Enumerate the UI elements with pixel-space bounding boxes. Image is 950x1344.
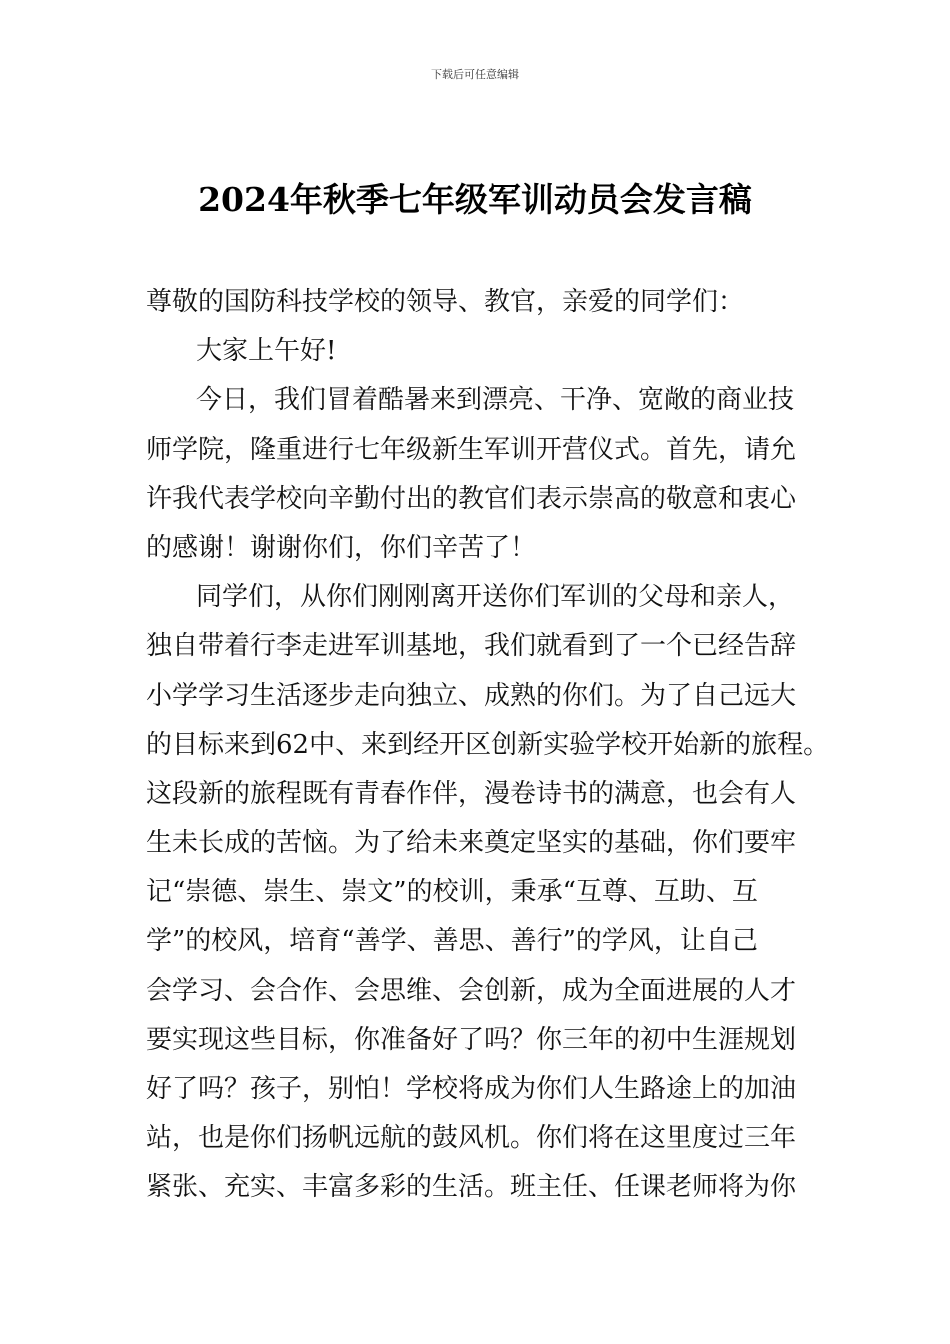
body-line: 的感谢！谢谢你们，你们辛苦了！	[146, 532, 537, 563]
page-header-note: 下载后可任意编辑	[431, 68, 519, 81]
body-line: 学”的校风，培育“善学、善思、善行”的学风，让自己	[146, 926, 758, 957]
body-line: 生未长成的苦恼。为了给未来奠定坚实的基础，你们要牢	[146, 828, 797, 859]
body-line: 同学们，从你们刚刚离开送你们军训的父母和亲人，	[196, 582, 795, 613]
body-line: 独自带着行李走进军训基地，我们就看到了一个已经告辞	[146, 631, 797, 662]
document-title: 2024年秋季七年级军训动员会发言稿	[198, 180, 752, 219]
body-line: 要实现这些目标，你准备好了吗？你三年的初中生涯规划	[146, 1024, 797, 1055]
body-line: 师学院，隆重进行七年级新生军训开营仪式。首先，请允	[146, 434, 797, 465]
body-line: 好了吗？孩子，别怕！学校将成为你们人生路途上的加油	[146, 1074, 797, 1104]
body-line: 记“崇德、崇生、崇文”的校训，秉承“互尊、互助、互	[146, 877, 758, 908]
body-line: 紧张、充实、丰富多彩的生活。班主任、任课老师将为你	[146, 1172, 797, 1203]
body-line: 站，也是你们扬帆远航的鼓风机。你们将在这里度过三年	[146, 1123, 797, 1154]
body-line: 这段新的旅程既有青春作伴，漫卷诗书的满意，也会有人	[146, 778, 797, 809]
salutation-line: 尊敬的国防科技学校的领导、教官，亲爱的同学们：	[146, 287, 745, 317]
body-line: 会学习、会合作、会思维、会创新，成为全面进展的人才	[146, 975, 797, 1006]
body-line: 的目标来到62中、来到经开区创新实验学校开始新的旅程。	[146, 729, 830, 760]
body-line: 小学学习生活逐步走向独立、成熟的你们。为了自己远大	[146, 680, 797, 711]
greeting-line: 大家上午好!	[196, 336, 337, 367]
body-line: 许我代表学校向辛勤付出的教官们表示崇高的敬意和衷心	[146, 483, 797, 514]
body-line: 今日，我们冒着酷暑来到漂亮、干净、宽敞的商业技	[196, 385, 795, 416]
document-body	[146, 278, 830, 1213]
